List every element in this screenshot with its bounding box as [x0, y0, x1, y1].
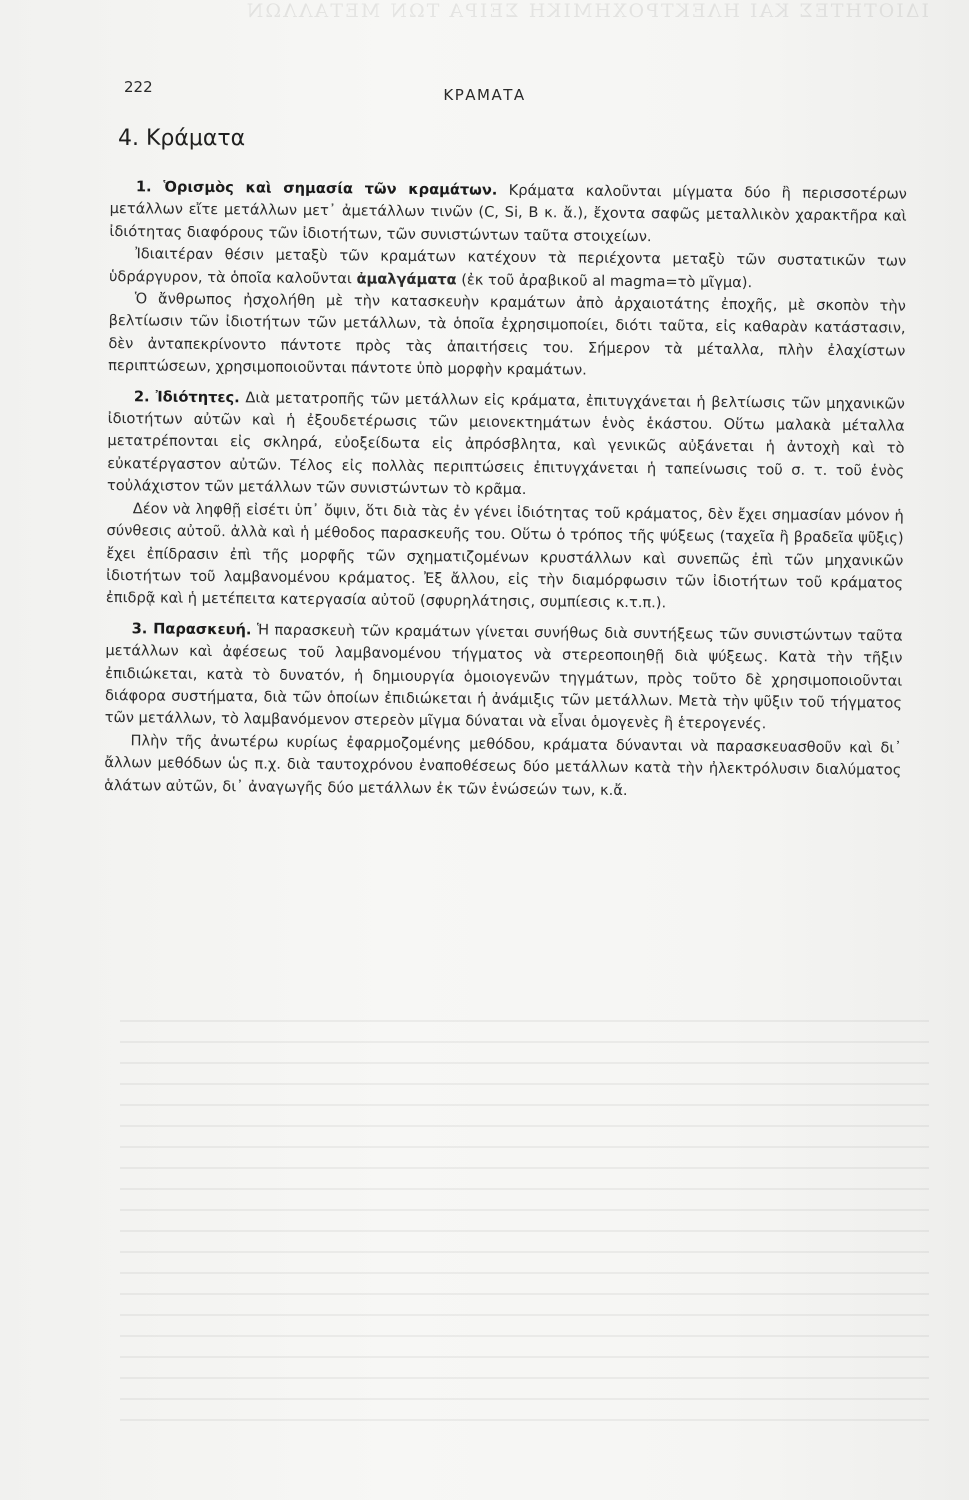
- amalgam-term: ἀμαλγάματα: [356, 269, 457, 288]
- section-3-heading: 3. Παρασκευή.: [131, 619, 252, 639]
- section-2-heading: 2. Ἰδιότητες.: [133, 387, 240, 406]
- chapter-title: 4. Κράματα: [118, 126, 246, 151]
- section-1-heading: 1. Ὁρισμὸς καὶ σημασία τῶν κραμάτων.: [135, 178, 498, 199]
- section-1-paragraph-1: [109, 176, 907, 251]
- section-1-paragraph-3: Ὁ ἄνθρωπος ἠσχολήθη μὲ τὴν κατασκευὴν κραμάτων ἀπὸ ἀρχαιοτάτης ἐποχῆς, μὲ σκοπὸν τὴν βελτίωσιν τῶν ἰδιοτήτων τῶν μετάλλων, τὰ ὁποῖα ἐχρησιμοποίει, διότι ταῦτα, εἰς καθαρὰν κατάστασιν, δὲν ἀνταπεκρίνοντο πάντοτε πρὸς τὰς ἀπαιτήσεις του. Σήμερον τὰ μέταλλα, πλὴν ἐλαχίστων περιπτώσεων, χρησιμοποιοῦνται πάντοτε ὑπὸ μορφὴν κραμάτων.: [108, 290, 906, 379]
- section-1-paragraph-2: [109, 243, 906, 295]
- section-3-paragraph-1: [105, 618, 903, 738]
- bleed-through-lines: [120, 1010, 929, 1430]
- page-number: 222: [124, 78, 153, 96]
- paragraph-text: (ἐκ τοῦ ἀραβικοῦ al magma=τὸ μῖγμα).: [461, 271, 753, 291]
- section-3-paragraph-2: Πλὴν τῆς ἀνωτέρω κυρίως ἐφαρμοζομένης μεθόδου, κράματα δύνανται νὰ παρασκευασθοῦν καὶ δι᾽ ἄλλων μεθόδων ὡς π.χ. διὰ ταυτοχρόνου ἐναποθέσεως δύο μετάλλων κατὰ τὴν ἠλεκτρόλυσιν διαλύματος ἁλάτων αὐτῶν, δι᾽ ἀναγωγῆς δύο μετάλλων ἐκ τῶν ἑνώσεών των, κ.ἄ.: [104, 731, 902, 799]
- section-1-text: Κράματα καλοῦνται μίγματα δύο ἢ περισσοτέρων μετάλλων εἴτε μετάλλων μετ᾽ ἀμετάλλων τινῶν (C, Si, B κ. ἄ.), ἔχοντα σαφῶς μεταλλικὸν χαρακτῆρα καὶ ἰδιότητας διαφόρους τῶν ἰδιοτήτων, τῶν συνιστώντων ταῦτα στοιχείων.: [109, 181, 907, 246]
- bleed-through-text: ΙΔΙΟΤΗΤΕΣ ΚΑΙ ΗΛΕΚΤΡΟΧΗΜΙΚΗ ΣΕΙΡΑ ΤΩΝ ΜΕΤΑΛΛΩΝ: [244, 0, 929, 22]
- body-text: [104, 176, 907, 805]
- section-2-paragraph-2: Δέον νὰ ληφθῇ εἰσέτι ὑπ᾽ ὄψιν, ὅτι διὰ τὰς ἐν γένει ἰδιότητας τοῦ κράματος, δὲν ἔχει σημασίαν μόνον ἡ σύνθεσις αὐτοῦ. ἀλλὰ καὶ ἡ μέθοδος παρασκευῆς του. Οὕτω ὁ τρόπος τῆς ψύξεως (ταχεῖα ἢ βραδεῖα ψῦξις) ἔχει ἐπίδρασιν ἐπὶ τῆς μορφῆς τῶν σχηματιζομένων κρυστάλλων καὶ συνεπῶς ἐπὶ τῶν μηχανικῶν ἰδιοτήτων τοῦ λαμβανομένου κράματος. Ἐξ ἄλλου, εἰς τὴν διαμόρφωσιν τῶν ἰδιοτήτων τοῦ κράματος ἐπιδρᾷ καὶ ἡ μετέπειτα κατεργασία αὐτοῦ (σφυρηλάτησις, συμπίεσις κ.τ.π.).: [105, 499, 904, 612]
- section-3-text: Ἡ παρασκευὴ τῶν κραμάτων γίνεται συνήθως διὰ συντήξεως τῶν συνιστώντων ταῦτα μετάλλων καὶ ἀφέσεως τοῦ λαμβανομένου τήγματος νὰ στερεοποιηθῇ διὰ ψύξεως. Κατὰ τὴν τῆξιν ἐπιδιώκεται, κατὰ τὸ δυνατόν, ἡ δημιουργία ὁμοιογενῶν τηγμάτων, πρὸς τοῦτο δὲ χρησιμοποιοῦνται διάφορα συστήματα, διὰ τῶν ὁποίων ἐπιδιώκεται ἡ ἀνάμιξις τῶν μετάλλων. Μετὰ τὴν ψῦξιν τοῦ τήγματος τῶν μετάλλων, τὸ λαμβανόμενον στερεὸν μῖγμα δύναται νὰ εἶναι ὁμογενὲς ἢ ἑτερογενές.: [104, 621, 903, 733]
- section-2-text: Διὰ μετατροπῆς τῶν μετάλλων εἰς κράματα, ἐπιτυγχάνεται ἡ βελτίωσις τῶν μηχανικῶν ἰδιοτήτων αὐτῶν καὶ ἡ ἐξουδετέρωσις τῶν μειονεκτημάτων ἑνὸς ἑκάστου. Οὕτω μαλακὰ μέταλλα μετατρέπονται εἰς σκληρά, εὐοξείδωτα εἰς ἀπρόσβλητα, καὶ γενικῶς αὐξάνεται ἡ ἀντοχὴ καὶ τὸ εὐκατέργαστον αὐτῶν. Τέλος εἰς πολλὰς περιπτώσεις ἐπιτυγχάνεται ἡ ταπείνωσις τοῦ σ. τ. τοῦ ἑνὸς τοὐλάχιστον τῶν μετάλλων τῶν συνιστώντων τὸ κρᾶμα.: [106, 388, 905, 499]
- running-head: ΚΡΑΜΑΤΑ: [443, 86, 526, 104]
- section-2-paragraph-1: [107, 386, 905, 506]
- paragraph-text: Ἰδιαιτέραν θέσιν μεταξὺ τῶν κραμάτων κατέχουν τὰ περιέχοντα μεταξὺ τῶν συστατικῶν των ὑδράργυρον, τὰ ὁποῖα καλοῦνται: [108, 245, 907, 287]
